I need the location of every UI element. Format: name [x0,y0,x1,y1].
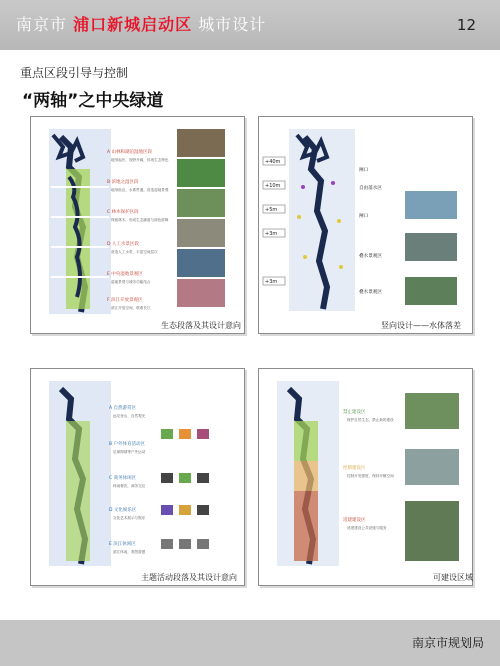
eco-legend-e: E 中央湿地景观区 [107,272,143,277]
eco-desc-d: 营造人工水景，丰富空间层次 [111,250,158,254]
label-cascade-a: 叠水景观区 [359,254,382,259]
soccer-icon [161,473,173,483]
activity-legend-a: A 自然游赏区 [109,406,137,411]
photo-water-feature [177,219,225,247]
vertical-design-plan [259,117,472,333]
coffee-icon [161,505,173,515]
photo-controlled-area [405,449,459,485]
table-icon [179,505,191,515]
label-cascade-b: 叠水景观区 [359,290,382,295]
site-plan [49,381,111,566]
photo-cascade-a [405,233,457,261]
eco-legend-d: D 人工水景区段 [107,242,139,247]
panel-vertical-design [258,116,473,334]
label-free-fall: 自由落水区 [359,186,382,191]
photo-green-space [405,393,459,429]
activity-desc-b: 足球网球等户外运动 [113,450,146,454]
buildable-legend-controlled: 控制建设区 [343,466,366,471]
eco-desc-c: 保留林木，形成生态廊道与绿色屏障 [111,218,169,222]
elevation-3m-b: +3m [265,279,278,285]
photo-riverside [177,279,225,307]
ecology-plan [31,117,244,333]
elevation-5m: +5m [265,207,278,213]
activity-desc-a: 远足登山，自然观光 [113,414,146,418]
photo-plaza [405,501,459,561]
photo-water-fall [405,191,457,219]
photo-cascade-b [405,277,457,305]
label-sluice-b: 闸口 [359,214,369,219]
photo-mountain-lake [177,129,225,157]
footer-organization: 南京市规划局 [411,636,484,650]
pattern-icon [197,539,209,549]
activity-plan [31,369,244,585]
eco-legend-a: A 山林和湖泊湿地区段 [107,150,153,155]
buildable-photo-strip [405,393,459,561]
activity-legend-c: C 商务休闲区 [109,476,137,481]
music-icon [197,505,209,515]
bicycle-icon [197,473,209,483]
elevation-40m: +40m [265,159,281,165]
activity-legend-e: E 滨江休闲区 [109,542,136,547]
panel-activity-themes [30,368,245,586]
chair-icon [179,539,191,549]
document-title [16,12,266,35]
photo-central-wetland [177,249,225,277]
bird-icon [197,429,209,439]
panel-caption-vertical: 竖向设计——水体落差 [381,321,461,330]
nature-icon [179,429,191,439]
eco-legend-b: B 滨地之湿区段 [107,180,139,185]
site-plan [289,129,355,311]
title-prefix: 南京市 [16,15,68,34]
eco-desc-b: 地形低洼，水系贯通，营造湿地景观 [111,188,169,192]
label-sluice-a: 闸口 [359,168,369,173]
buildable-desc-controlled: 控制开发强度，保持开敞空间 [347,474,394,478]
site-plan [49,129,111,314]
eco-legend-f: F 滨江开放景观区 [107,298,143,303]
page-subtitle: “两轴”之中央绿道 [22,91,164,111]
water-photo-strip [405,191,457,305]
page-number: 12 [456,16,476,34]
title-highlight: 浦口新城启动区 [73,15,193,34]
tennis-icon [179,473,191,483]
panel-caption-activity: 主题活动段落及其设计意向 [141,573,237,582]
site-plan [277,381,339,566]
eco-legend-c: C 林木保护区段 [107,210,139,215]
buildable-legend-suitable: 适建建设区 [343,518,366,523]
activity-legend-d: D 文化娱乐区 [109,508,137,513]
panel-buildable-areas [258,368,473,586]
buildable-desc-suitable: 适度建设公共设施与服务 [347,526,387,530]
page-header [0,0,500,50]
activity-icons [161,429,209,549]
title-suffix: 城市设计 [198,15,267,34]
activity-desc-e: 滨江休闲，观景游憩 [113,550,146,554]
activity-desc-d: 文化艺术展示与娱乐 [113,516,146,520]
panel-ecology [30,116,245,334]
panel-caption-ecology: 生态段落及其设计意向 [161,321,241,330]
eco-photo-strip [177,129,225,307]
panel-caption-buildable: 可建设区域 [433,573,473,582]
section-title: 重点区段引导与控制 [20,66,129,80]
hiking-icon [161,429,173,439]
photo-wetland [177,159,225,187]
buildable-legend-forbidden: 禁止建设区 [343,410,366,415]
photo-forest [177,189,225,217]
buildable-desc-forbidden: 保护自然生态，禁止新的建设 [347,418,394,422]
bench-icon [161,539,173,549]
eco-desc-f: 滨江开放空间，联系长江 [111,306,151,310]
elevation-3m-a: +3m [265,231,278,237]
eco-desc-e: 湿地景观与城市功能结合 [111,280,151,284]
eco-desc-a: 地形起伏，视野开阔，体现生态特色 [111,158,169,162]
buildable-plan [259,369,472,585]
activity-desc-c: 休闲餐饮，商务交往 [113,484,146,488]
page-footer [0,620,500,666]
elevation-10m: +10m [265,183,281,189]
activity-legend-b: B 户外体育活动区 [109,442,146,447]
